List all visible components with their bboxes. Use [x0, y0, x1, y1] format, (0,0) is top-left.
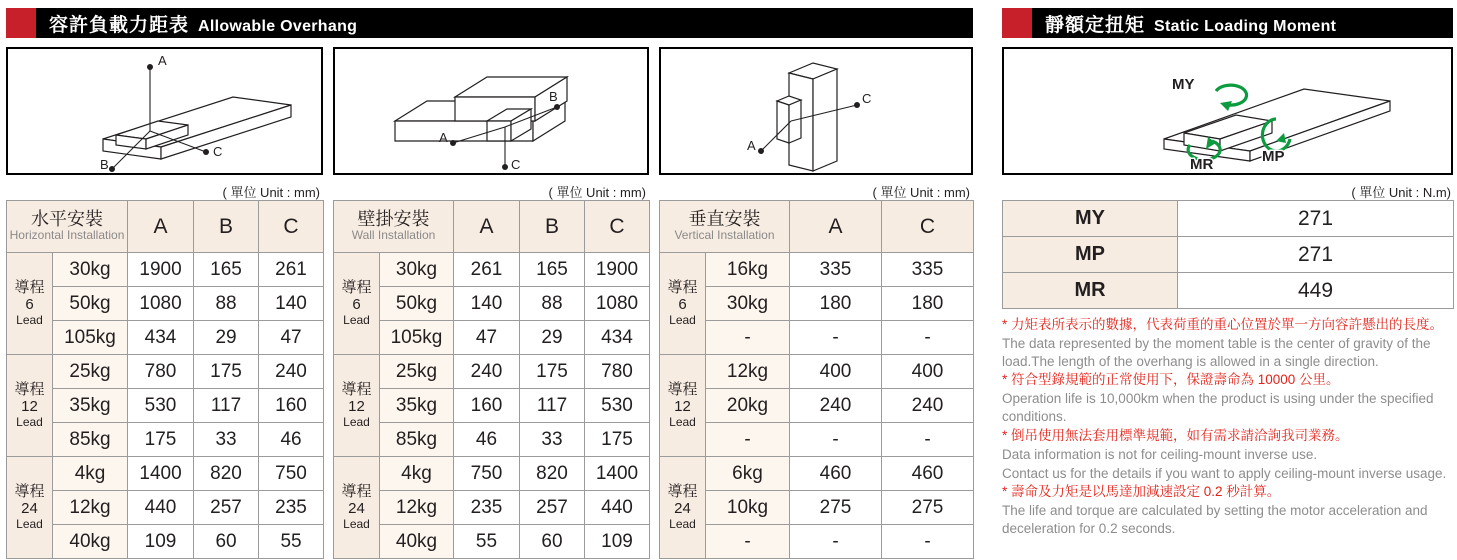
cell-a: 109 — [128, 525, 194, 559]
column-header-c: C — [882, 201, 974, 253]
load-value: 12kg — [380, 491, 454, 525]
diagram-horizontal-installation — [6, 47, 323, 175]
lead-label-cn: 導程 — [341, 482, 372, 500]
load-value: 105kg — [380, 321, 454, 355]
load-value: 30kg — [53, 253, 128, 287]
lead-number: 12 — [21, 397, 38, 415]
load-value: 85kg — [53, 423, 128, 457]
table-row — [660, 287, 974, 321]
table-row — [7, 253, 324, 287]
load-value: 85kg — [380, 423, 454, 457]
table-row — [334, 287, 650, 321]
moment-row-label: MP — [1003, 237, 1178, 273]
table-row — [7, 287, 324, 321]
cell-a: 440 — [128, 491, 194, 525]
load-value: - — [706, 525, 790, 559]
cell-c: 750 — [259, 457, 324, 491]
cell-a: 46 — [454, 423, 520, 457]
cell-b: 60 — [520, 525, 585, 559]
note-line: Operation life is 10,000km when the product is using under the specified conditions. — [1002, 391, 1434, 425]
lead-number: 12 — [674, 397, 691, 415]
lead-label-en: Lead — [669, 414, 696, 429]
diagram-moment-svg — [1004, 49, 1451, 173]
cell-a: 400 — [790, 355, 882, 389]
lead-group-6 — [334, 253, 380, 355]
cell-b: 117 — [194, 389, 259, 423]
note-line: * 倒吊使用無法套用標準規範，如有需求請洽詢我司業務。 — [1002, 427, 1349, 443]
moment-row-label: MR — [1003, 273, 1178, 309]
load-value: 40kg — [380, 525, 454, 559]
table-row — [660, 457, 974, 491]
lead-number: 6 — [678, 295, 687, 313]
cell-c: 47 — [259, 321, 324, 355]
section-title-cn-2: 靜額定扭矩 — [1045, 14, 1146, 36]
load-value: 25kg — [53, 355, 128, 389]
lead-group-12 — [334, 355, 380, 457]
lead-label-cn: 導程 — [341, 380, 372, 398]
lead-group-24 — [334, 457, 380, 559]
table-header-row — [7, 201, 324, 253]
cell-c: 180 — [882, 287, 974, 321]
moment-row-value: 271 — [1178, 201, 1454, 237]
cell-b: 29 — [520, 321, 585, 355]
cell-c: 140 — [259, 287, 324, 321]
section-title-cn: 容許負載力距表 — [49, 14, 190, 36]
lead-label-cn: 導程 — [667, 278, 698, 296]
note-line: * 符合型錄規範的正常使用下，保證壽命為 10000 公里。 — [1002, 372, 1340, 388]
cell-b: 175 — [194, 355, 259, 389]
cell-c: 261 — [259, 253, 324, 287]
cell-b: 33 — [520, 423, 585, 457]
cell-b: 88 — [520, 287, 585, 321]
cell-c: 160 — [259, 389, 324, 423]
table-horizontal-installation — [6, 200, 324, 559]
load-value: 4kg — [53, 457, 128, 491]
table-row — [334, 457, 650, 491]
cell-c: 1080 — [585, 287, 650, 321]
diagram-wall-svg — [335, 49, 647, 173]
note-line: * 壽命及力矩是以馬達加減速設定 0.2 秒計算。 — [1002, 484, 1281, 500]
column-header-b: B — [194, 201, 259, 253]
table-header-row — [660, 201, 974, 253]
cell-a: 1080 — [128, 287, 194, 321]
cell-a: 140 — [454, 287, 520, 321]
lead-number: 12 — [348, 397, 365, 415]
table-header-title — [334, 201, 454, 253]
table-row — [1003, 201, 1454, 237]
lead-label-cn: 導程 — [341, 278, 372, 296]
cell-b: 117 — [520, 389, 585, 423]
diagram-label-c-vert: C — [862, 91, 872, 106]
red-accent-block-2 — [1002, 8, 1032, 38]
table-row — [7, 389, 324, 423]
cell-c: 175 — [585, 423, 650, 457]
table-row — [1003, 273, 1454, 309]
cell-a: 47 — [454, 321, 520, 355]
table-row — [660, 423, 974, 457]
table-row — [7, 321, 324, 355]
cell-c: 440 — [585, 491, 650, 525]
lead-group-24 — [7, 457, 53, 559]
load-value: 35kg — [380, 389, 454, 423]
note-line: The data represented by the moment table is the center of gravity of the load.The length of the overhang is allowed in a single direction. — [1002, 335, 1431, 369]
diagram-label-b-wall: B — [549, 89, 558, 104]
table-header-cn: 垂直安裝 — [688, 209, 761, 230]
unit-note-mm-2: ( 單位 Unit : mm) — [548, 185, 646, 200]
lead-label-cn: 導程 — [14, 482, 45, 500]
cell-a: 55 — [454, 525, 520, 559]
cell-a: 275 — [790, 491, 882, 525]
load-value: - — [706, 423, 790, 457]
cell-a: 235 — [454, 491, 520, 525]
column-header-c: C — [585, 201, 650, 253]
table-row — [660, 389, 974, 423]
load-value: 35kg — [53, 389, 128, 423]
lead-group-6 — [660, 253, 706, 355]
cell-c: 240 — [259, 355, 324, 389]
cell-c: 235 — [259, 491, 324, 525]
red-accent-block — [6, 8, 36, 38]
table-row — [7, 355, 324, 389]
cell-a: 160 — [454, 389, 520, 423]
unit-note-nm: ( 單位 Unit : N.m) — [1351, 185, 1451, 200]
section-title-en: Allowable Overhang — [198, 17, 358, 35]
lead-number: 24 — [21, 499, 38, 517]
note-line: Data information is not for ceiling-mount inverse use. — [1002, 446, 1318, 462]
table-vertical-installation — [659, 200, 974, 559]
section-title-en-2: Static Loading Moment — [1154, 17, 1337, 35]
lead-number: 24 — [348, 499, 365, 517]
lead-label-en: Lead — [16, 516, 43, 531]
notes-block — [1002, 316, 1449, 539]
cell-c: 109 — [585, 525, 650, 559]
table-header-en: Horizontal Installation — [9, 228, 125, 243]
note-line: * 力矩表所表示的數據，代表荷重的重心位置於單一方向容許懸出的長度。 — [1002, 317, 1444, 332]
cell-c: 335 — [882, 253, 974, 287]
cell-a: 261 — [454, 253, 520, 287]
table-row — [660, 321, 974, 355]
table-header-en: Wall Installation — [351, 228, 436, 243]
cell-a: 530 — [128, 389, 194, 423]
cell-a: 750 — [454, 457, 520, 491]
diagram-wall-installation — [333, 47, 649, 175]
cell-a: 180 — [790, 287, 882, 321]
cell-b: 60 — [194, 525, 259, 559]
cell-c: 240 — [882, 389, 974, 423]
cell-c: 275 — [882, 491, 974, 525]
table-header-cn: 水平安裝 — [31, 209, 103, 230]
load-value: - — [706, 321, 790, 355]
cell-c: - — [882, 423, 974, 457]
table-wall-installation — [333, 200, 650, 559]
table-header-cn: 壁掛安裝 — [357, 209, 430, 230]
cell-a: 780 — [128, 355, 194, 389]
load-value: 30kg — [380, 253, 454, 287]
table-header-row — [334, 201, 650, 253]
diagram-horizontal-svg — [8, 49, 321, 173]
lead-label-en: Lead — [16, 414, 43, 429]
moment-label-mp: MP — [1262, 148, 1285, 165]
table-row — [334, 491, 650, 525]
table-row — [334, 423, 650, 457]
load-value: 40kg — [53, 525, 128, 559]
load-value: 25kg — [380, 355, 454, 389]
column-header-b: B — [520, 201, 585, 253]
cell-a: 1900 — [128, 253, 194, 287]
lead-number: 24 — [674, 499, 691, 517]
lead-label-cn: 導程 — [14, 278, 45, 296]
table-row — [7, 423, 324, 457]
lead-group-6 — [7, 253, 53, 355]
table-row — [660, 525, 974, 559]
cell-b: 88 — [194, 287, 259, 321]
table-row — [660, 355, 974, 389]
table-row — [334, 389, 650, 423]
cell-a: 434 — [128, 321, 194, 355]
diagram-label-c: C — [213, 144, 223, 159]
cell-a: - — [790, 321, 882, 355]
diagram-vertical-svg — [661, 49, 971, 173]
moment-label-mr: MR — [1190, 156, 1214, 173]
column-header-a: A — [128, 201, 194, 253]
lead-group-12 — [7, 355, 53, 457]
cell-a: 240 — [454, 355, 520, 389]
diagram-label-b: B — [100, 157, 109, 172]
column-header-a: A — [454, 201, 520, 253]
table-header-title — [660, 201, 790, 253]
lead-label-en: Lead — [16, 312, 43, 327]
cell-b: 175 — [520, 355, 585, 389]
cell-b: 33 — [194, 423, 259, 457]
cell-a: - — [790, 525, 882, 559]
lead-label-en: Lead — [343, 312, 370, 327]
lead-label-en: Lead — [669, 312, 696, 327]
cell-a: 175 — [128, 423, 194, 457]
cell-c: 434 — [585, 321, 650, 355]
load-value: 20kg — [706, 389, 790, 423]
section-header-titles-2 — [1032, 10, 1336, 37]
table-row — [660, 491, 974, 525]
cell-b: 257 — [520, 491, 585, 525]
cell-c: - — [882, 525, 974, 559]
table-row — [334, 355, 650, 389]
load-value: 105kg — [53, 321, 128, 355]
cell-b: 165 — [194, 253, 259, 287]
section-header-titles — [36, 10, 357, 37]
lead-group-24 — [660, 457, 706, 559]
load-value: 12kg — [53, 491, 128, 525]
table-header-en: Vertical Installation — [674, 228, 775, 243]
table-row — [334, 321, 650, 355]
cell-c: 400 — [882, 355, 974, 389]
cell-c: 530 — [585, 389, 650, 423]
column-header-c: C — [259, 201, 324, 253]
table-row — [1003, 237, 1454, 273]
cell-c: 460 — [882, 457, 974, 491]
load-value: 16kg — [706, 253, 790, 287]
cell-a: 335 — [790, 253, 882, 287]
lead-label-en: Lead — [343, 516, 370, 531]
section-header-allowable-overhang — [6, 8, 973, 38]
table-row — [334, 253, 650, 287]
diagram-label-a: A — [158, 53, 167, 68]
cell-b: 29 — [194, 321, 259, 355]
cell-c: 1400 — [585, 457, 650, 491]
cell-a: 1400 — [128, 457, 194, 491]
load-value: 12kg — [706, 355, 790, 389]
cell-c: - — [882, 321, 974, 355]
load-value: 50kg — [380, 287, 454, 321]
cell-b: 820 — [520, 457, 585, 491]
lead-label-cn: 導程 — [667, 482, 698, 500]
moment-row-value: 271 — [1178, 237, 1454, 273]
unit-note-mm-1: ( 單位 Unit : mm) — [222, 185, 320, 200]
load-value: 10kg — [706, 491, 790, 525]
moment-row-value: 449 — [1178, 273, 1454, 309]
cell-c: 55 — [259, 525, 324, 559]
section-header-static-loading-moment — [1002, 8, 1453, 38]
cell-a: - — [790, 423, 882, 457]
unit-note-mm-3: ( 單位 Unit : mm) — [872, 185, 970, 200]
table-row — [7, 491, 324, 525]
cell-b: 165 — [520, 253, 585, 287]
table-row — [334, 525, 650, 559]
cell-b: 257 — [194, 491, 259, 525]
cell-a: 460 — [790, 457, 882, 491]
load-value: 4kg — [380, 457, 454, 491]
load-value: 6kg — [706, 457, 790, 491]
diagram-vertical-installation — [659, 47, 973, 175]
lead-number: 6 — [25, 295, 34, 313]
lead-label-cn: 導程 — [667, 380, 698, 398]
table-row — [7, 525, 324, 559]
note-line: Contact us for the details if you want to apply ceiling-mount inverse usage. — [1002, 465, 1447, 481]
lead-label-cn: 導程 — [14, 380, 45, 398]
column-header-a: A — [790, 201, 882, 253]
cell-c: 780 — [585, 355, 650, 389]
moment-row-label: MY — [1003, 201, 1178, 237]
cell-b: 820 — [194, 457, 259, 491]
diagram-label-c-wall: C — [511, 157, 521, 172]
load-value: 50kg — [53, 287, 128, 321]
note-line: The life and torque are calculated by setting the motor acceleration and deceleration for 0.2 seconds. — [1002, 503, 1428, 536]
lead-label-en: Lead — [669, 516, 696, 531]
lead-label-en: Lead — [343, 414, 370, 429]
diagram-label-a-wall: A — [439, 130, 448, 145]
moment-label-my: MY — [1172, 76, 1195, 93]
load-value: 30kg — [706, 287, 790, 321]
table-header-title — [7, 201, 128, 253]
lead-number: 6 — [352, 295, 361, 313]
cell-c: 46 — [259, 423, 324, 457]
table-row — [660, 253, 974, 287]
lead-group-12 — [660, 355, 706, 457]
table-static-loading-moment — [1002, 200, 1454, 309]
diagram-static-moment — [1002, 47, 1453, 175]
table-row — [7, 457, 324, 491]
diagram-label-a-vert: A — [747, 138, 756, 153]
cell-c: 1900 — [585, 253, 650, 287]
cell-a: 240 — [790, 389, 882, 423]
